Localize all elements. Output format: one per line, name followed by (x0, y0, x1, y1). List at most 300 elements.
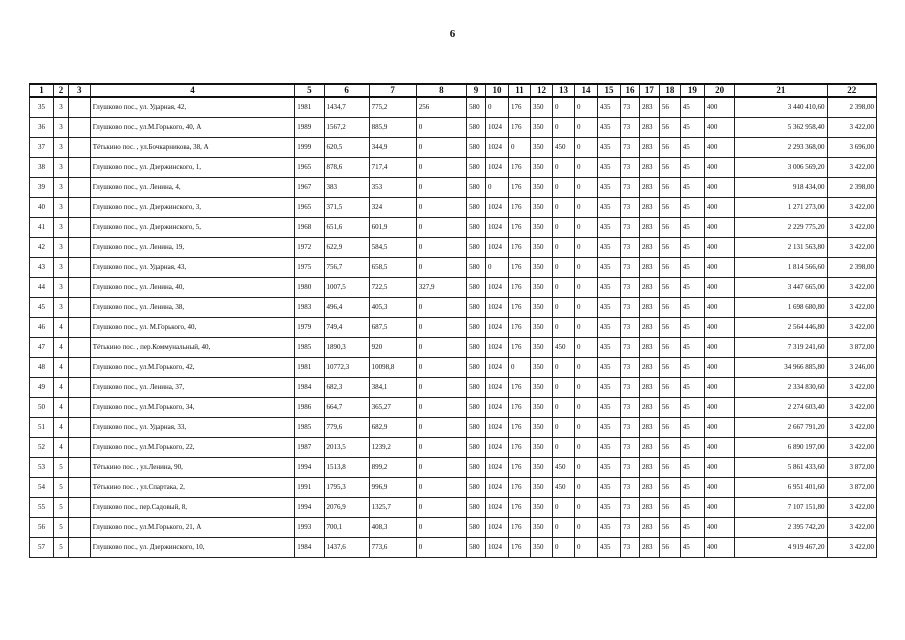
cell-col-7: 408,3 (369, 518, 416, 538)
cell-col-22: 2 398,00 (827, 258, 876, 278)
cell-col-10: 1024 (485, 438, 508, 458)
cell-col-10: 1024 (485, 398, 508, 418)
cell-col-3 (68, 158, 90, 178)
cell-col-16: 73 (621, 458, 640, 478)
cell-col-21: 7 319 241,60 (735, 338, 827, 358)
cell-col-22: 3 422,00 (827, 158, 876, 178)
cell-col-20: 400 (704, 378, 734, 398)
cell-col-18: 56 (659, 218, 680, 238)
cell-col-1: 42 (30, 238, 54, 258)
cell-col-14: 0 (574, 118, 597, 138)
cell-col-16: 73 (621, 358, 640, 378)
cell-col-5: 1994 (295, 458, 324, 478)
cell-col-8: 0 (416, 498, 466, 518)
cell-col-13: 0 (552, 278, 574, 298)
cell-col-15: 435 (598, 97, 621, 118)
cell-col-7: 10098,8 (369, 358, 416, 378)
cell-col-12: 350 (530, 138, 552, 158)
cell-col-16: 73 (621, 298, 640, 318)
cell-col-11: 176 (508, 398, 530, 418)
column-header-17: 17 (639, 84, 659, 97)
cell-col-9: 580 (467, 258, 486, 278)
cell-col-20: 400 (704, 438, 734, 458)
cell-col-3 (68, 498, 90, 518)
cell-col-9: 580 (467, 158, 486, 178)
cell-col-11: 176 (508, 338, 530, 358)
cell-col-1: 57 (30, 538, 54, 558)
cell-col-12: 350 (530, 438, 552, 458)
cell-col-15: 435 (598, 238, 621, 258)
cell-col-15: 435 (598, 278, 621, 298)
cell-col-4: Глушково пос., пер.Садовый, 8, (90, 498, 294, 518)
cell-col-13: 0 (552, 538, 574, 558)
cell-col-2: 3 (54, 118, 69, 138)
cell-col-9: 580 (467, 518, 486, 538)
cell-col-11: 176 (508, 458, 530, 478)
cell-col-13: 0 (552, 198, 574, 218)
cell-col-22: 3 422,00 (827, 398, 876, 418)
cell-col-19: 45 (680, 478, 704, 498)
table-row (30, 238, 877, 258)
table-row (30, 138, 877, 158)
cell-col-9: 580 (467, 398, 486, 418)
cell-col-5: 1999 (295, 138, 324, 158)
cell-col-19: 45 (680, 118, 704, 138)
cell-col-22: 3 872,00 (827, 478, 876, 498)
cell-col-4: Глушково пос., ул.М.Горького, 42, (90, 358, 294, 378)
cell-col-5: 1980 (295, 278, 324, 298)
table-row (30, 498, 877, 518)
cell-col-21: 1 698 680,80 (735, 298, 827, 318)
cell-col-14: 0 (574, 238, 597, 258)
cell-col-22: 3 422,00 (827, 118, 876, 138)
cell-col-22: 3 696,00 (827, 138, 876, 158)
cell-col-6: 10772,3 (324, 358, 369, 378)
table-row (30, 538, 877, 558)
cell-col-22: 3 422,00 (827, 538, 876, 558)
cell-col-14: 0 (574, 418, 597, 438)
cell-col-1: 37 (30, 138, 54, 158)
cell-col-18: 56 (659, 198, 680, 218)
table-row (30, 378, 877, 398)
cell-col-3 (68, 238, 90, 258)
cell-col-12: 350 (530, 358, 552, 378)
column-header-20: 20 (704, 84, 734, 97)
cell-col-5: 1989 (295, 118, 324, 138)
cell-col-15: 435 (598, 418, 621, 438)
table-row (30, 198, 877, 218)
cell-col-6: 383 (324, 178, 369, 198)
cell-col-17: 283 (639, 398, 659, 418)
cell-col-5: 1987 (295, 438, 324, 458)
cell-col-9: 580 (467, 218, 486, 238)
column-header-14: 14 (574, 84, 597, 97)
cell-col-9: 580 (467, 238, 486, 258)
cell-col-9: 580 (467, 318, 486, 338)
cell-col-11: 176 (508, 238, 530, 258)
cell-col-14: 0 (574, 178, 597, 198)
table-row (30, 158, 877, 178)
cell-col-8: 0 (416, 178, 466, 198)
cell-col-6: 1567,2 (324, 118, 369, 138)
cell-col-20: 400 (704, 458, 734, 478)
cell-col-12: 350 (530, 298, 552, 318)
cell-col-1: 53 (30, 458, 54, 478)
cell-col-5: 1981 (295, 97, 324, 118)
cell-col-14: 0 (574, 198, 597, 218)
cell-col-8: 0 (416, 378, 466, 398)
cell-col-16: 73 (621, 498, 640, 518)
cell-col-14: 0 (574, 518, 597, 538)
cell-col-19: 45 (680, 198, 704, 218)
cell-col-10: 1024 (485, 358, 508, 378)
cell-col-1: 44 (30, 278, 54, 298)
cell-col-13: 0 (552, 158, 574, 178)
cell-col-17: 283 (639, 218, 659, 238)
cell-col-10: 1024 (485, 218, 508, 238)
cell-col-7: 687,5 (369, 318, 416, 338)
cell-col-3 (68, 118, 90, 138)
cell-col-8: 327,9 (416, 278, 466, 298)
cell-col-13: 0 (552, 358, 574, 378)
cell-col-11: 176 (508, 518, 530, 538)
cell-col-21: 2 667 791,20 (735, 418, 827, 438)
cell-col-10: 1024 (485, 238, 508, 258)
cell-col-21: 2 564 446,80 (735, 318, 827, 338)
cell-col-1: 51 (30, 418, 54, 438)
cell-col-11: 176 (508, 178, 530, 198)
cell-col-2: 3 (54, 258, 69, 278)
cell-col-18: 56 (659, 158, 680, 178)
cell-col-19: 45 (680, 298, 704, 318)
cell-col-9: 580 (467, 458, 486, 478)
cell-col-19: 45 (680, 458, 704, 478)
cell-col-19: 45 (680, 378, 704, 398)
cell-col-17: 283 (639, 498, 659, 518)
cell-col-10: 1024 (485, 298, 508, 318)
cell-col-20: 400 (704, 238, 734, 258)
cell-col-10: 1024 (485, 498, 508, 518)
cell-col-8: 0 (416, 398, 466, 418)
cell-col-2: 3 (54, 238, 69, 258)
cell-col-15: 435 (598, 258, 621, 278)
cell-col-22: 3 422,00 (827, 498, 876, 518)
cell-col-16: 73 (621, 338, 640, 358)
cell-col-22: 3 422,00 (827, 218, 876, 238)
cell-col-6: 620,5 (324, 138, 369, 158)
cell-col-14: 0 (574, 458, 597, 478)
cell-col-12: 350 (530, 378, 552, 398)
cell-col-15: 435 (598, 138, 621, 158)
cell-col-4: Глушково пос., ул. Ударная, 43, (90, 258, 294, 278)
cell-col-9: 580 (467, 418, 486, 438)
cell-col-3 (68, 398, 90, 418)
cell-col-15: 435 (598, 358, 621, 378)
cell-col-8: 0 (416, 198, 466, 218)
cell-col-22: 3 422,00 (827, 298, 876, 318)
cell-col-22: 3 422,00 (827, 518, 876, 538)
cell-col-10: 1024 (485, 338, 508, 358)
cell-col-5: 1985 (295, 418, 324, 438)
column-header-22: 22 (827, 84, 876, 97)
cell-col-7: 365,27 (369, 398, 416, 418)
cell-col-5: 1984 (295, 538, 324, 558)
cell-col-22: 3 422,00 (827, 198, 876, 218)
cell-col-5: 1984 (295, 378, 324, 398)
cell-col-7: 773,6 (369, 538, 416, 558)
cell-col-16: 73 (621, 258, 640, 278)
cell-col-11: 176 (508, 318, 530, 338)
cell-col-1: 56 (30, 518, 54, 538)
cell-col-21: 1 271 273,00 (735, 198, 827, 218)
cell-col-4: Глушково пос., ул. Ударная, 33, (90, 418, 294, 438)
cell-col-5: 1972 (295, 238, 324, 258)
cell-col-17: 283 (639, 178, 659, 198)
cell-col-7: 344,9 (369, 138, 416, 158)
cell-col-19: 45 (680, 538, 704, 558)
cell-col-1: 43 (30, 258, 54, 278)
cell-col-10: 1024 (485, 378, 508, 398)
cell-col-21: 7 107 151,80 (735, 498, 827, 518)
cell-col-20: 400 (704, 478, 734, 498)
cell-col-9: 580 (467, 138, 486, 158)
cell-col-2: 5 (54, 518, 69, 538)
cell-col-17: 283 (639, 458, 659, 478)
cell-col-16: 73 (621, 198, 640, 218)
cell-col-12: 350 (530, 218, 552, 238)
column-header-12: 12 (530, 84, 552, 97)
cell-col-17: 283 (639, 118, 659, 138)
cell-col-11: 0 (508, 138, 530, 158)
cell-col-13: 0 (552, 298, 574, 318)
cell-col-9: 580 (467, 118, 486, 138)
cell-col-2: 4 (54, 358, 69, 378)
cell-col-9: 580 (467, 538, 486, 558)
column-header-2: 2 (54, 84, 69, 97)
cell-col-11: 176 (508, 538, 530, 558)
cell-col-17: 283 (639, 278, 659, 298)
cell-col-9: 580 (467, 358, 486, 378)
cell-col-3 (68, 418, 90, 438)
cell-col-15: 435 (598, 338, 621, 358)
column-header-11: 11 (508, 84, 530, 97)
cell-col-8: 256 (416, 97, 466, 118)
cell-col-4: Глушково пос., ул. Дзержинского, 10, (90, 538, 294, 558)
cell-col-22: 3 422,00 (827, 418, 876, 438)
cell-col-16: 73 (621, 158, 640, 178)
cell-col-9: 580 (467, 278, 486, 298)
cell-col-13: 0 (552, 378, 574, 398)
cell-col-11: 176 (508, 298, 530, 318)
cell-col-13: 450 (552, 478, 574, 498)
cell-col-21: 1 814 566,60 (735, 258, 827, 278)
cell-col-15: 435 (598, 538, 621, 558)
column-header-19: 19 (680, 84, 704, 97)
cell-col-11: 176 (508, 438, 530, 458)
table-row (30, 358, 877, 378)
table-row (30, 458, 877, 478)
cell-col-17: 283 (639, 138, 659, 158)
cell-col-21: 3 440 410,60 (735, 97, 827, 118)
cell-col-20: 400 (704, 538, 734, 558)
cell-col-15: 435 (598, 298, 621, 318)
cell-col-21: 2 131 563,80 (735, 238, 827, 258)
column-number-row (30, 84, 877, 97)
cell-col-21: 5 362 958,40 (735, 118, 827, 138)
cell-col-2: 3 (54, 178, 69, 198)
cell-col-18: 56 (659, 97, 680, 118)
column-header-18: 18 (659, 84, 680, 97)
cell-col-15: 435 (598, 498, 621, 518)
cell-col-16: 73 (621, 518, 640, 538)
cell-col-4: Глушково пос., ул. Ленина, 19, (90, 238, 294, 258)
cell-col-4: Глушково пос., ул. Ленина, 40, (90, 278, 294, 298)
cell-col-14: 0 (574, 498, 597, 518)
cell-col-3 (68, 298, 90, 318)
cell-col-5: 1994 (295, 498, 324, 518)
cell-col-7: 899,2 (369, 458, 416, 478)
cell-col-16: 73 (621, 538, 640, 558)
cell-col-6: 371,5 (324, 198, 369, 218)
cell-col-22: 3 422,00 (827, 318, 876, 338)
cell-col-8: 0 (416, 478, 466, 498)
cell-col-12: 350 (530, 418, 552, 438)
cell-col-7: 601,9 (369, 218, 416, 238)
cell-col-15: 435 (598, 198, 621, 218)
cell-col-22: 3 872,00 (827, 338, 876, 358)
cell-col-20: 400 (704, 158, 734, 178)
cell-col-3 (68, 218, 90, 238)
cell-col-18: 56 (659, 278, 680, 298)
table-row (30, 298, 877, 318)
cell-col-3 (68, 478, 90, 498)
cell-col-13: 450 (552, 338, 574, 358)
cell-col-1: 50 (30, 398, 54, 418)
cell-col-17: 283 (639, 198, 659, 218)
cell-col-22: 2 398,00 (827, 97, 876, 118)
cell-col-17: 283 (639, 438, 659, 458)
cell-col-16: 73 (621, 118, 640, 138)
cell-col-19: 45 (680, 97, 704, 118)
table-row (30, 97, 877, 118)
cell-col-15: 435 (598, 398, 621, 418)
column-header-3: 3 (68, 84, 90, 97)
cell-col-7: 353 (369, 178, 416, 198)
cell-col-14: 0 (574, 138, 597, 158)
cell-col-14: 0 (574, 438, 597, 458)
cell-col-2: 3 (54, 198, 69, 218)
cell-col-9: 580 (467, 438, 486, 458)
cell-col-17: 283 (639, 338, 659, 358)
cell-col-13: 0 (552, 438, 574, 458)
cell-col-20: 400 (704, 498, 734, 518)
cell-col-4: Глушково пос., ул.М.Горького, 21, А (90, 518, 294, 538)
cell-col-19: 45 (680, 158, 704, 178)
cell-col-20: 400 (704, 418, 734, 438)
cell-col-20: 400 (704, 138, 734, 158)
cell-col-2: 3 (54, 278, 69, 298)
cell-col-15: 435 (598, 318, 621, 338)
cell-col-10: 1024 (485, 118, 508, 138)
cell-col-9: 580 (467, 478, 486, 498)
cell-col-4: Глушково пос., ул. Дзержинского, 3, (90, 198, 294, 218)
cell-col-15: 435 (598, 378, 621, 398)
cell-col-15: 435 (598, 218, 621, 238)
cell-col-13: 0 (552, 498, 574, 518)
column-header-10: 10 (485, 84, 508, 97)
cell-col-17: 283 (639, 298, 659, 318)
cell-col-6: 2013,5 (324, 438, 369, 458)
cell-col-11: 176 (508, 158, 530, 178)
cell-col-3 (68, 258, 90, 278)
cell-col-12: 350 (530, 538, 552, 558)
cell-col-17: 283 (639, 238, 659, 258)
cell-col-15: 435 (598, 518, 621, 538)
cell-col-5: 1965 (295, 158, 324, 178)
cell-col-14: 0 (574, 398, 597, 418)
table-row (30, 518, 877, 538)
cell-col-14: 0 (574, 378, 597, 398)
cell-col-16: 73 (621, 318, 640, 338)
cell-col-18: 56 (659, 498, 680, 518)
cell-col-12: 350 (530, 118, 552, 138)
cell-col-2: 3 (54, 218, 69, 238)
cell-col-19: 45 (680, 258, 704, 278)
cell-col-19: 45 (680, 358, 704, 378)
cell-col-6: 700,1 (324, 518, 369, 538)
cell-col-6: 664,7 (324, 398, 369, 418)
cell-col-4: Тётькино пос. , ул.Бочкарникова, 38, А (90, 138, 294, 158)
cell-col-17: 283 (639, 478, 659, 498)
cell-col-10: 1024 (485, 478, 508, 498)
cell-col-17: 283 (639, 418, 659, 438)
cell-col-16: 73 (621, 138, 640, 158)
cell-col-5: 1965 (295, 198, 324, 218)
cell-col-4: Глушково пос., ул.М.Горького, 40, А (90, 118, 294, 138)
cell-col-1: 52 (30, 438, 54, 458)
cell-col-6: 651,6 (324, 218, 369, 238)
cell-col-8: 0 (416, 218, 466, 238)
cell-col-19: 45 (680, 278, 704, 298)
cell-col-7: 405,3 (369, 298, 416, 318)
cell-col-6: 682,3 (324, 378, 369, 398)
cell-col-11: 176 (508, 218, 530, 238)
cell-col-2: 5 (54, 478, 69, 498)
cell-col-22: 3 422,00 (827, 378, 876, 398)
cell-col-12: 350 (530, 458, 552, 478)
cell-col-7: 920 (369, 338, 416, 358)
page-number: 6 (449, 28, 456, 40)
cell-col-3 (68, 458, 90, 478)
column-header-16: 16 (621, 84, 640, 97)
cell-col-21: 4 919 467,20 (735, 538, 827, 558)
cell-col-10: 0 (485, 178, 508, 198)
cell-col-4: Глушково пос., ул. Ударная, 42, (90, 97, 294, 118)
cell-col-14: 0 (574, 338, 597, 358)
column-header-8: 8 (416, 84, 466, 97)
cell-col-1: 36 (30, 118, 54, 138)
cell-col-16: 73 (621, 97, 640, 118)
cell-col-21: 2 229 775,20 (735, 218, 827, 238)
cell-col-13: 0 (552, 318, 574, 338)
cell-col-7: 1325,7 (369, 498, 416, 518)
cell-col-21: 5 861 433,60 (735, 458, 827, 478)
cell-col-10: 1024 (485, 458, 508, 478)
cell-col-2: 5 (54, 458, 69, 478)
cell-col-7: 717,4 (369, 158, 416, 178)
cell-col-7: 885,9 (369, 118, 416, 138)
cell-col-20: 400 (704, 518, 734, 538)
